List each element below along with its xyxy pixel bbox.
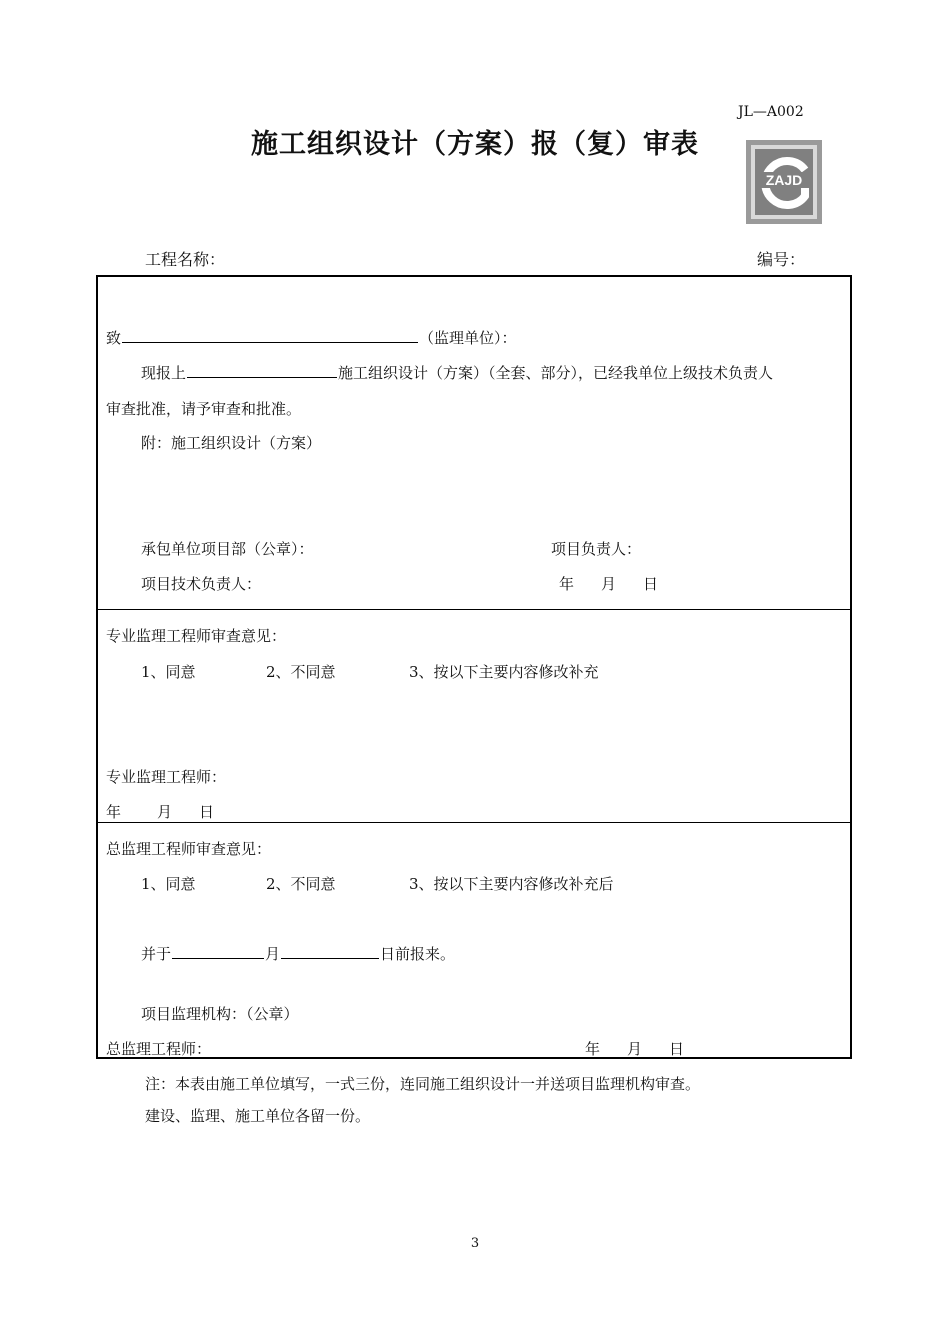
- number-label: 编号：: [757, 250, 806, 269]
- date-day: 日: [643, 575, 659, 593]
- date-month: 月: [157, 803, 173, 821]
- logo-text: ZAJD: [765, 172, 803, 188]
- supervision-unit-blank[interactable]: [122, 341, 418, 343]
- project-name-label: 工程名称：: [145, 250, 226, 269]
- option-agree[interactable]: 1、同意: [141, 875, 196, 893]
- option-revise[interactable]: 3、按以下主要内容修改补充后: [409, 875, 614, 893]
- zajd-logo-icon: [746, 140, 822, 224]
- deadline-day-blank[interactable]: [281, 957, 379, 959]
- page-title: 施工组织设计（方案）报（复）审表: [251, 129, 699, 160]
- chief-engineer-label: 总监理工程师：: [106, 1040, 212, 1058]
- specialist-engineer-label: 专业监理工程师：: [106, 768, 227, 786]
- deadline-line: 并于 月 日前报来。: [141, 945, 456, 963]
- section-divider-1: [96, 609, 852, 610]
- report-subject-blank[interactable]: [187, 376, 337, 378]
- section-divider-2: [96, 822, 852, 823]
- attachment-line: 附：施工组织设计（方案）: [141, 434, 322, 452]
- deadline-month-blank[interactable]: [172, 957, 264, 959]
- date-month: 月: [601, 575, 617, 593]
- date-year: 年: [559, 575, 575, 593]
- report-line-2: 审查批准，请予审查和批准。: [106, 400, 302, 418]
- org-seal-label: 项目监理机构：（公章）: [141, 1005, 299, 1023]
- option-agree[interactable]: 1、同意: [141, 663, 196, 681]
- option-disagree[interactable]: 2、不同意: [266, 663, 336, 681]
- option-disagree[interactable]: 2、不同意: [266, 875, 336, 893]
- date-day: 日: [199, 803, 215, 821]
- note-line-2: 建设、监理、施工单位各留一份。: [145, 1107, 371, 1125]
- specialist-review-heading: 专业监理工程师审查意见：: [106, 627, 287, 645]
- date-day: 日: [669, 1040, 685, 1058]
- date-year: 年: [585, 1040, 601, 1058]
- tech-lead-label: 项目技术负责人：: [141, 575, 262, 593]
- note-line-1: 注：本表由施工单位填写，一式三份，连同施工组织设计一并送项目监理机构审查。: [145, 1075, 701, 1093]
- form-code: JL—A002: [738, 104, 804, 120]
- to-line: 致 （监理单位）：: [106, 329, 517, 347]
- chief-review-heading: 总监理工程师审查意见：: [106, 840, 272, 858]
- contractor-seal-label: 承包单位项目部（公章）：: [141, 540, 314, 558]
- project-manager-label: 项目负责人：: [551, 540, 642, 558]
- option-revise[interactable]: 3、按以下主要内容修改补充: [409, 663, 599, 681]
- page-number: 3: [470, 1236, 480, 1251]
- date-month: 月: [627, 1040, 643, 1058]
- date-year: 年: [106, 803, 122, 821]
- report-line: 现报上 施工组织设计（方案）（全套、部分），已经我单位上级技术负责人: [141, 364, 774, 382]
